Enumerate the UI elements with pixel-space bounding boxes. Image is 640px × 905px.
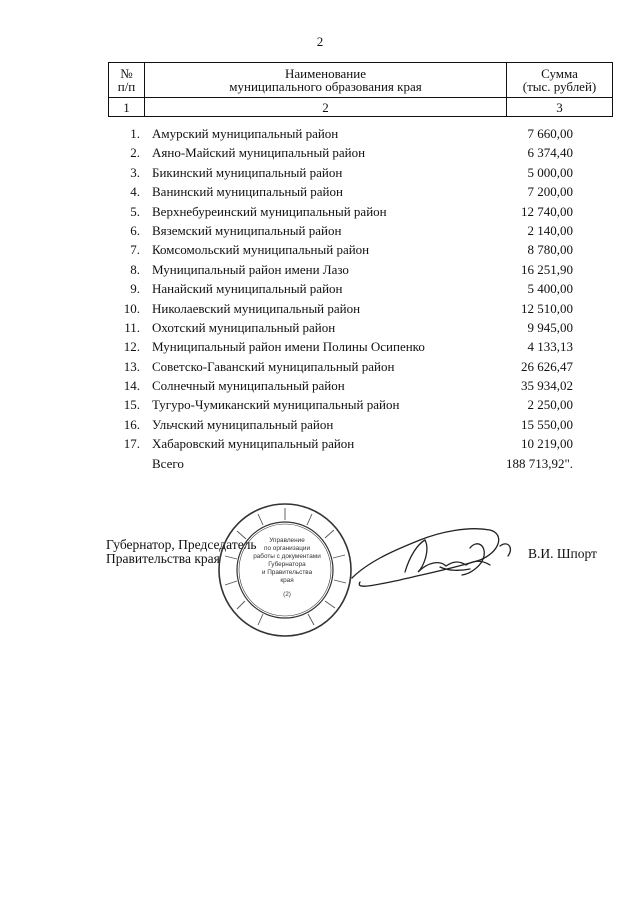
- row-amount: 12 740,00: [521, 203, 573, 219]
- signatory-name: В.И. Шпорт: [528, 546, 597, 561]
- row-number: 4.: [130, 184, 140, 200]
- seal-line: по организации: [263, 545, 311, 552]
- total-amount: 188 713,92".: [505, 455, 573, 471]
- row-amount: 5 400,00: [527, 281, 573, 297]
- header-sum-line2: (тыс. рублей): [522, 79, 597, 94]
- seal-center-text: [253, 537, 321, 598]
- row-amount: 7 660,00: [527, 126, 573, 141]
- total-label: Всего: [152, 455, 184, 471]
- row-number: 17.: [123, 436, 140, 452]
- row-number: 12.: [123, 339, 140, 355]
- row-name: Солнечный муниципальный район: [152, 378, 345, 394]
- row-name: Николаевский муниципальный район: [152, 300, 361, 316]
- row-amount: 16 251,90: [521, 261, 573, 277]
- row-number: 1.: [130, 126, 140, 141]
- seal-line: и Правительства: [261, 569, 313, 576]
- row-number: 15.: [123, 397, 140, 413]
- column-index-3: 3: [507, 98, 613, 117]
- row-number: 11.: [124, 319, 140, 335]
- header-num-line1: №: [120, 66, 133, 81]
- row-name: Амурский муниципальный район: [152, 126, 339, 141]
- seal-line: работы с документами: [253, 553, 321, 560]
- row-amount: 26 626,47: [521, 358, 573, 374]
- seal-line: (2): [283, 591, 291, 598]
- row-amount: 7 200,00: [527, 184, 573, 200]
- row-name: Муниципальный район имени Лазо: [152, 261, 349, 277]
- column-index-2: 2: [145, 98, 507, 117]
- row-number: 6.: [130, 222, 140, 238]
- row-amount: 4 133,13: [527, 339, 573, 355]
- seal-line: Управление: [269, 537, 305, 544]
- seal-line: Губернатора: [268, 561, 306, 568]
- row-amount: 10 219,00: [521, 436, 573, 452]
- row-name: Комсомольский муниципальный район: [152, 242, 370, 258]
- row-name: Аяно-Майский муниципальный район: [152, 145, 366, 161]
- row-number: 14.: [123, 378, 140, 394]
- row-name: Хабаровский муниципальный район: [152, 436, 355, 452]
- row-amount: 12 510,00: [521, 300, 573, 316]
- row-name: Бикинский муниципальный район: [152, 164, 343, 180]
- header-name-line1: Наименование: [285, 66, 366, 81]
- row-name: Муниципальный район имени Полины Осипенко: [152, 339, 425, 355]
- row-amount: 8 780,00: [527, 242, 573, 258]
- row-amount: 6 374,40: [527, 145, 573, 161]
- header-name-line2: муниципального образования края: [229, 79, 422, 94]
- row-amount: 15 550,00: [521, 416, 573, 432]
- header-num-line2: п/п: [117, 79, 136, 94]
- row-number: 5.: [130, 203, 140, 219]
- row-amount: 2 250,00: [527, 397, 573, 413]
- row-name: Ульчский муниципальный район: [152, 416, 334, 432]
- row-amount: 35 934,02: [521, 378, 573, 394]
- row-number: 3.: [130, 164, 140, 180]
- column-index-1: 1: [109, 98, 145, 117]
- row-number: 16.: [123, 416, 140, 432]
- seal-line: края: [280, 577, 294, 584]
- row-number: 8.: [130, 261, 140, 277]
- row-amount: 2 140,00: [527, 222, 573, 238]
- header-sum-line1: Сумма: [541, 66, 578, 81]
- row-name: Охотский муниципальный район: [152, 319, 336, 335]
- page-number: 2: [316, 34, 324, 49]
- handwritten-signature-icon: [352, 529, 510, 586]
- row-amount: 5 000,00: [527, 164, 573, 180]
- signatory-title-line1: Губернатор, Председатель: [106, 537, 257, 552]
- row-name: Нанайский муниципальный район: [152, 281, 343, 297]
- row-number: 13.: [123, 358, 140, 374]
- row-amount: 9 945,00: [527, 319, 573, 335]
- row-number: 10.: [123, 300, 140, 316]
- row-number: 2.: [130, 145, 140, 161]
- row-name: Верхнебуреинский муниципальный район: [152, 203, 387, 219]
- row-name: Ванинский муниципальный район: [152, 184, 343, 200]
- row-name: Вяземский муниципальный район: [152, 222, 342, 238]
- signatory-title-line2: Правительства края: [106, 551, 220, 566]
- row-number: 9.: [130, 281, 140, 297]
- row-name: Советско-Гаванский муниципальный район: [152, 358, 395, 374]
- row-number: 7.: [130, 242, 140, 258]
- row-name: Тугуро-Чумиканский муниципальный район: [152, 397, 400, 413]
